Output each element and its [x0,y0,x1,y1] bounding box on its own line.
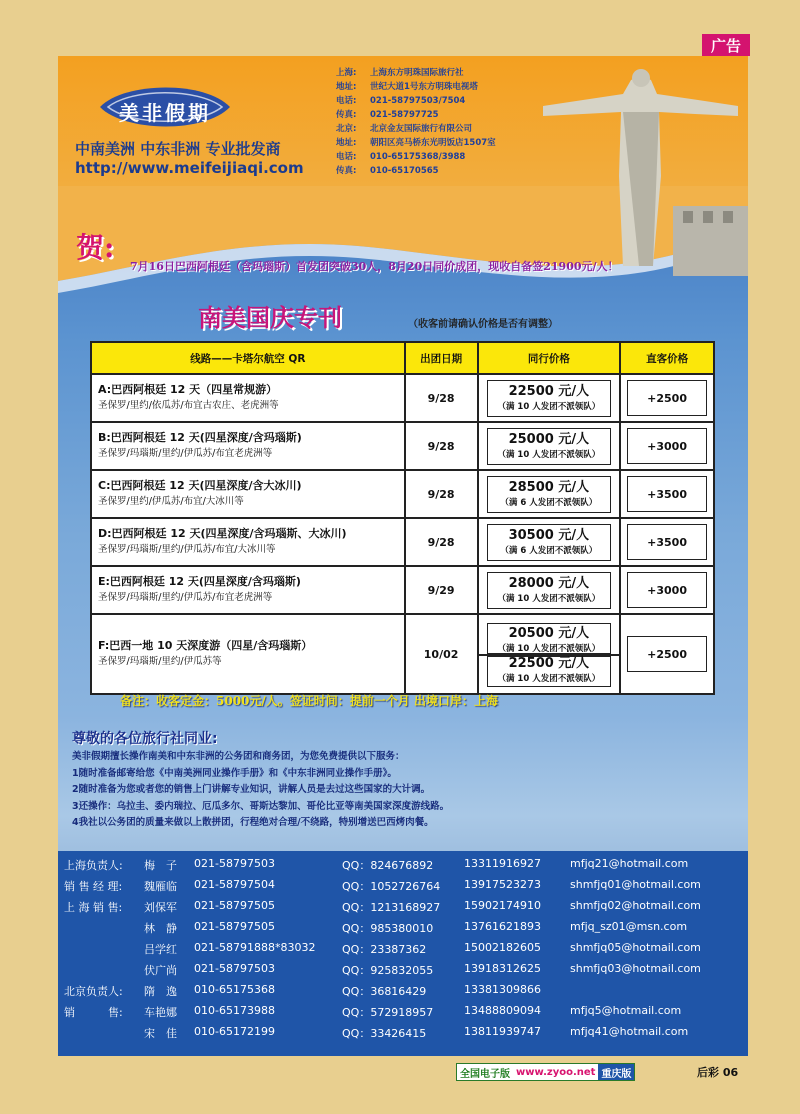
contact-role: 上海负责人: [64,859,123,872]
trade-price: 22500 元/人 [508,655,590,671]
price-note: （满 10 人发团不派领队） [497,673,601,684]
contact-role: 上 海 销 售: [64,901,123,914]
contact-name: 林 静 [144,922,177,935]
contact-name: 隋 逸 [144,985,177,998]
route-name: E:巴西阿根廷 12 天(四星深度/含玛瑙斯) [98,575,301,588]
departure-date: 9/28 [405,374,478,422]
contact-mobile: 13918312625 [464,962,541,975]
direct-price: +2500 [627,636,707,672]
route-cities: 圣保罗/里约/伊瓜苏/布宜/大冰川等 [98,496,244,507]
service-line: 1随时准备邮寄给您《中南美洲同业操作手册》和《中东非洲同业操作手册》。 [72,767,397,779]
contact-mobile: 15002182605 [464,941,541,954]
contact-email[interactable]: mfjq41@hotmail.com [570,1025,689,1038]
contact-qq: QQ：33426415 [342,1027,427,1040]
contact-row [58,962,748,983]
contact-phone: 021-58797503 [194,857,275,870]
route-name: A:巴西阿根廷 12 天（四星常规游） [98,383,278,396]
contact-qq: QQ：23387362 [342,943,427,956]
contact-phone: 010-65175368 [194,983,275,996]
contact-qq: QQ：1052726764 [342,880,441,893]
contact-phone: 010-65173988 [194,1004,275,1017]
brand-tagline: 中南美洲 中东非洲 专业批发商 [75,140,281,158]
table-row [91,614,714,694]
congrats-text: 7月16日巴西阿根廷（含玛瑙斯）首发团突破30人，8月20日同价成团，现收自备签21900元/人！ [130,260,619,273]
table-row [91,374,714,422]
contact-name: 宋 佳 [144,1027,177,1040]
contact-role: 销 售: [64,1006,123,1019]
contact-qq: QQ：985380010 [342,922,434,935]
contact-name: 伏广尚 [144,964,177,977]
departure-date: 10/02 [405,614,478,694]
departure-date: 9/28 [405,518,478,566]
special-note: （收客前请确认价格是否有调整） [408,319,558,330]
contact-mobile: 13488809094 [464,1004,541,1017]
contact-email[interactable]: mfjq5@hotmail.com [570,1004,682,1017]
footer-label-city: 重庆版 [598,1064,634,1080]
trade-price: 28000 元/人 [508,575,590,591]
price-note: （满 10 人发团不派领队） [497,643,601,654]
contact-row [58,920,748,941]
service-line: 3还操作：乌拉圭、委内瑞拉、厄瓜多尔、哥斯达黎加、哥伦比亚等南美国家深度游线路。 [72,800,450,812]
contact-row [58,857,748,878]
christ-statue-image [523,56,748,276]
contact-row [58,878,748,899]
office-line: 电话: 021-58797503/7504 [336,96,466,106]
service-line: 2随时准备为您或者您的销售上门讲解专业知识，讲解人员是去过这些国家的大计调。 [72,784,431,795]
trade-price: 22500 元/人 [508,383,590,399]
contact-phone: 010-65172199 [194,1025,275,1038]
contact-name: 魏雁临 [144,880,177,893]
office-line: 北京: 北京金友国际旅行有限公司 [336,124,473,134]
ad-panel [58,56,748,1056]
contact-qq: QQ：925832055 [342,964,434,977]
office-line: 传真: 010-65170565 [336,166,439,176]
contact-qq: QQ：36816429 [342,985,427,998]
contact-email[interactable]: mfjq_sz01@msn.com [570,920,688,933]
direct-price: +3000 [627,572,707,608]
contact-directory [58,851,748,1056]
route-cities: 圣保罗/玛瑙斯/里约/伊瓜苏/布宜老虎洲等 [98,592,273,603]
contact-row [58,983,748,1004]
departure-date: 9/29 [405,566,478,614]
office-line: 地址: 世纪大道1号东方明珠电视塔 [336,82,478,92]
contact-qq: QQ：572918957 [342,1006,434,1019]
trade-price: 30500 元/人 [508,527,590,543]
congrats-mark: 贺: [76,231,115,264]
trade-price: 20500 元/人 [508,625,590,641]
contact-mobile: 15902174910 [464,899,541,912]
header-trade-price: 同行价格 [478,342,621,374]
route-name: C:巴西阿根廷 12 天(四星深度/含大冰川) [98,479,302,492]
contact-name: 车艳娜 [144,1006,177,1019]
route-name: F:巴西一地 10 天深度游（四星/含玛瑙斯） [98,639,313,652]
tour-price-table [90,341,715,695]
direct-price: +3000 [627,428,707,464]
ad-tag: 广告 [702,34,750,56]
footer-site[interactable]: www.zyoo.net [516,1066,596,1078]
contact-phone: 021-58797505 [194,920,275,933]
contact-qq: QQ：824676892 [342,859,434,872]
price-note: （满 6 人发团不派领队） [500,497,598,508]
direct-price: +2500 [627,380,707,416]
route-name: B:巴西阿根廷 12 天(四星深度/含玛瑙斯) [98,431,302,444]
footer-edition-badge[interactable] [456,1063,635,1081]
footer-label-national: 全国电子版 [460,1068,510,1080]
price-note: （满 10 人发团不派领队） [497,593,601,604]
office-line: 电话: 010-65175368/3988 [336,152,466,162]
direct-price: +3500 [627,524,707,560]
logo-text: 美非假期 [119,101,211,125]
table-row [91,422,714,470]
header-route: 线路——卡塔尔航空 QR [91,342,405,374]
table-row [91,518,714,566]
contact-mobile: 13761621893 [464,920,541,933]
table-row [91,470,714,518]
office-line: 地址: 朝阳区亮马桥东光明饭店1507室 [336,138,496,148]
contact-row [58,899,748,920]
price-note: （满 10 人发团不派领队） [497,401,601,412]
contact-row [58,941,748,962]
departure-date: 9/28 [405,422,478,470]
route-name: D:巴西阿根廷 12 天(四星深度/含玛瑙斯、大冰川) [98,527,347,540]
contact-row [58,1025,748,1046]
contact-row [58,1004,748,1025]
route-cities: 圣保罗/玛瑙斯/里约/伊瓜苏/布宜老虎洲等 [98,448,273,459]
colleagues-title: 尊敬的各位旅行社同业: [72,731,218,747]
contact-role: 销 售 经 理: [64,880,123,893]
departure-date: 9/28 [405,470,478,518]
contact-mobile: 13917523273 [464,878,541,891]
contact-email[interactable]: shmfjq01@hotmail.com [570,878,701,891]
trade-price: 25000 元/人 [508,431,590,447]
contact-phone: 021-58797504 [194,878,275,891]
contact-name: 吕学红 [144,943,177,956]
contact-qq: QQ：1213168927 [342,901,441,914]
header-date: 出团日期 [405,342,478,374]
price-note: （满 10 人发团不派领队） [497,449,601,460]
service-line: 4我社以公务团的质量来做以上散拼团，行程绝对合理/不绕路，特别增送巴西烤肉餐。 [72,817,434,828]
contact-mobile: 13811939747 [464,1025,541,1038]
brand-website[interactable]: http://www.meifeijiaqi.com [75,159,304,177]
header-direct-price: 直客价格 [620,342,714,374]
contact-name: 刘保军 [144,901,177,914]
contact-phone: 021-58797503 [194,962,275,975]
trade-price: 28500 元/人 [508,479,590,495]
contact-email[interactable]: shmfjq03@hotmail.com [570,962,701,975]
contact-mobile: 13311916927 [464,857,541,870]
contact-email[interactable]: mfjq21@hotmail.com [570,857,689,870]
contact-role: 北京负责人: [64,985,123,998]
office-line: 传真: 021-58797725 [336,110,439,120]
contact-email[interactable]: shmfjq05@hotmail.com [570,941,701,954]
route-cities: 圣保罗/玛瑙斯/里约/伊瓜苏/布宜/大冰川等 [98,544,276,555]
special-title: 南美国庆专刊 [198,303,342,332]
brand-logo [94,74,236,140]
direct-price: +3500 [627,476,707,512]
remark: 备注：收客定金：5000元/人。签证时间：提前一个月 出境口岸：上海 [120,694,498,708]
contact-name: 梅 子 [144,859,177,872]
contact-email[interactable]: shmfjq02@hotmail.com [570,899,701,912]
route-cities: 圣保罗/里约/依瓜苏/布宜古农庄、老虎洲等 [98,400,279,411]
route-cities: 圣保罗/玛瑙斯/里约/伊瓜苏等 [98,656,222,667]
service-line: 美非假期擅长操作南美和中东非洲的公务团和商务团，为您免费提供以下服务： [72,751,405,762]
contact-phone: 021-58791888*83032 [194,941,316,954]
price-note: （满 6 人发团不派领队） [500,545,598,556]
contact-mobile: 13381309866 [464,983,541,996]
page-number: 后彩 06 [697,1066,739,1079]
table-row [91,566,714,614]
colleagues-text [72,749,742,832]
contact-phone: 021-58797505 [194,899,275,912]
office-line: 上海: 上海东方明珠国际旅行社 [336,68,464,78]
table-header-row [91,342,714,374]
